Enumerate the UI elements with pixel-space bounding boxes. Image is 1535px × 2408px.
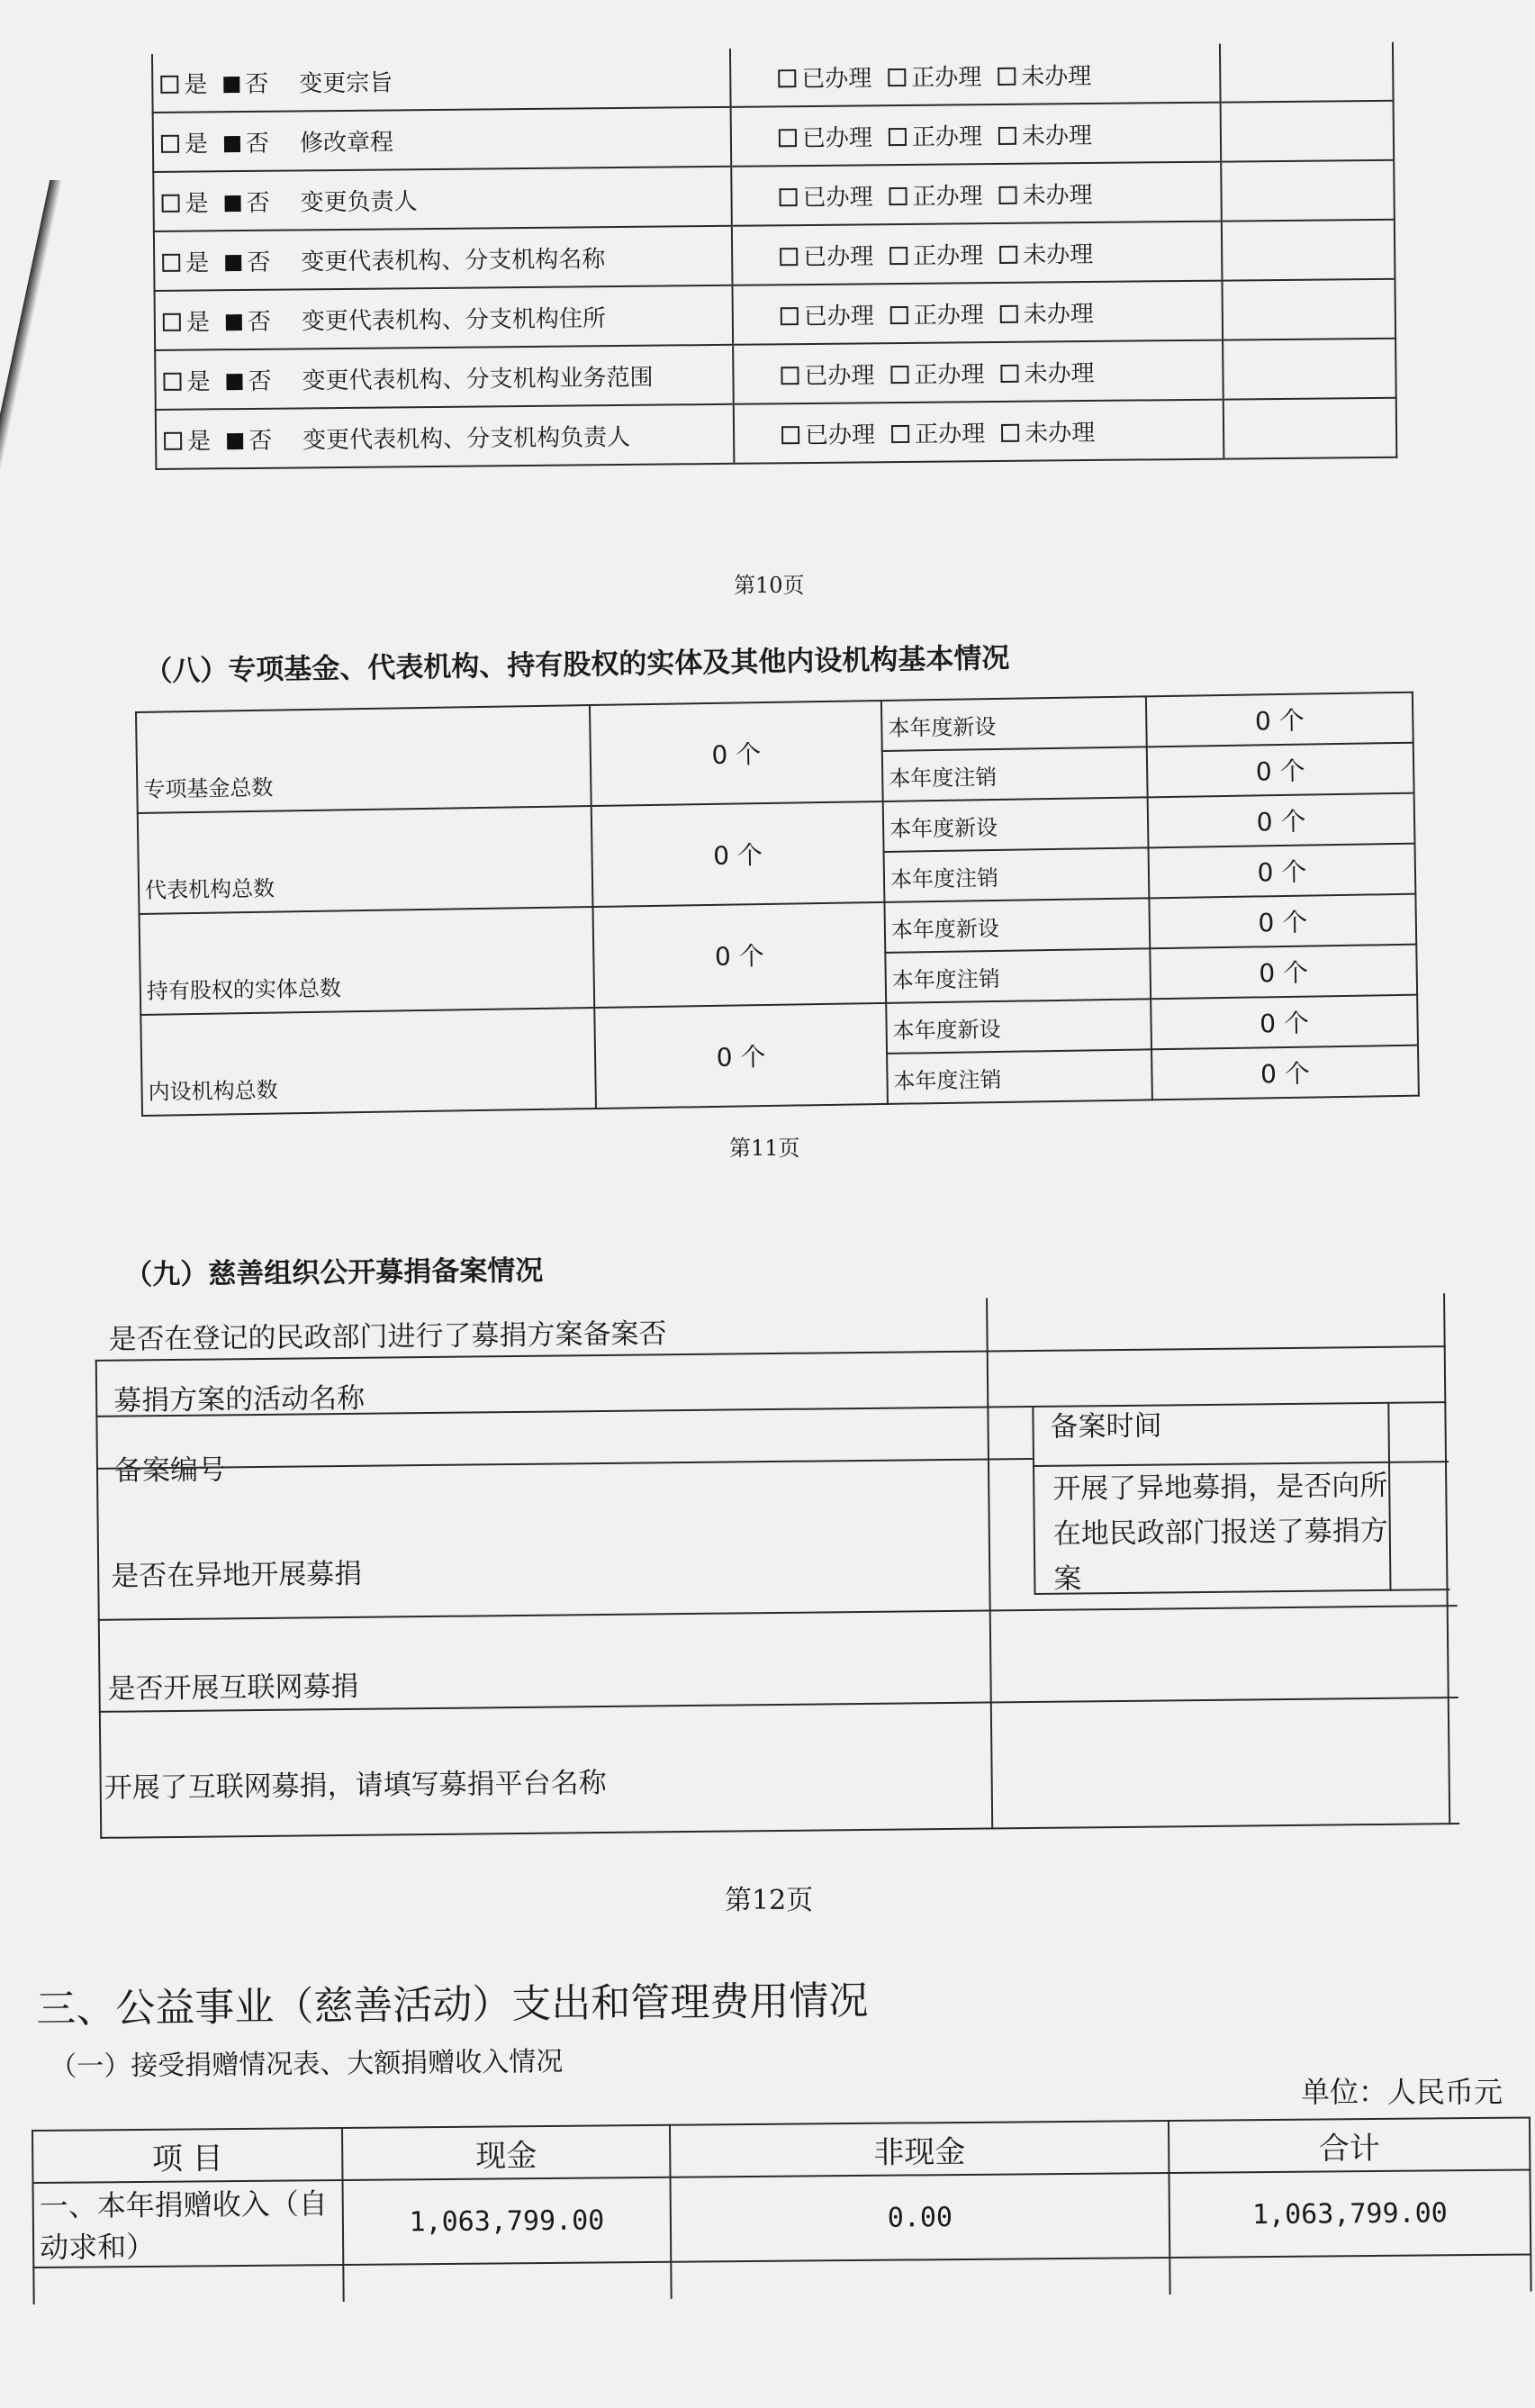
row-total: 1,063,799.00 bbox=[1169, 2169, 1530, 2257]
entity-name: 专项基金总数 bbox=[136, 705, 591, 813]
done-checkbox-icon[interactable] bbox=[781, 426, 799, 444]
rule-line bbox=[100, 1823, 1459, 1839]
yes-label: 是 bbox=[185, 249, 210, 277]
not-done-checkbox-icon[interactable] bbox=[1001, 423, 1019, 441]
notes-cell bbox=[1223, 398, 1397, 459]
entity-total: 0 个 bbox=[590, 701, 883, 806]
no-label: 否 bbox=[248, 367, 272, 395]
no-label: 否 bbox=[247, 308, 272, 336]
entity-total: 0 个 bbox=[592, 902, 886, 1008]
status-cell bbox=[732, 281, 1223, 345]
yes-no-cell bbox=[155, 345, 734, 410]
section9-title: （九）慈善组织公开募捐备案情况 bbox=[124, 1254, 544, 1291]
done-checkbox-icon[interactable] bbox=[778, 69, 796, 87]
new-label: 本年度新设 bbox=[884, 898, 1150, 953]
new-value: 0 个 bbox=[1148, 793, 1415, 848]
yes-checkbox-icon[interactable] bbox=[164, 431, 182, 449]
page-number-10: 第10页 bbox=[734, 573, 805, 598]
new-label: 本年度新设 bbox=[886, 999, 1151, 1054]
not-done-checkbox-icon[interactable] bbox=[998, 126, 1016, 144]
no-checkbox-checked-icon[interactable] bbox=[225, 195, 241, 212]
currency-unit: 单位：人民币元 bbox=[1301, 2075, 1503, 2109]
cancel-label: 本年度注销 bbox=[887, 1049, 1152, 1104]
rule-line bbox=[95, 1360, 103, 1839]
change-item-label: 修改章程 bbox=[299, 128, 394, 157]
in-progress-checkbox-icon[interactable] bbox=[890, 305, 908, 323]
entity-name: 代表机构总数 bbox=[138, 806, 593, 914]
yes-label: 是 bbox=[186, 427, 212, 456]
not-done-checkbox-icon[interactable] bbox=[1000, 304, 1018, 322]
notes-cell bbox=[1221, 101, 1395, 162]
status-cell bbox=[731, 162, 1222, 226]
yes-checkbox-icon[interactable] bbox=[162, 253, 180, 271]
yes-label: 是 bbox=[184, 130, 209, 158]
status-not-done-label: 未办理 bbox=[1021, 122, 1093, 150]
no-checkbox-checked-icon[interactable] bbox=[227, 433, 243, 449]
platform-q-label: 开展了互联网募捐，请填写募捐平台名称 bbox=[104, 1766, 607, 1805]
status-in-progress-label: 正办理 bbox=[914, 420, 986, 448]
status-not-done-label: 未办理 bbox=[1023, 300, 1095, 329]
done-checkbox-icon[interactable] bbox=[781, 367, 799, 385]
activity-name-label: 募捐方案的活动名称 bbox=[113, 1381, 366, 1417]
row-cash: 1,063,799.00 bbox=[343, 2177, 672, 2265]
done-checkbox-icon[interactable] bbox=[779, 129, 797, 147]
new-value: 0 个 bbox=[1151, 995, 1418, 1050]
cancel-label: 本年度注销 bbox=[882, 747, 1148, 801]
change-item-label: 变更代表机构、分支机构业务范围 bbox=[302, 364, 654, 394]
section3-title: 三、公益事业（慈善活动）支出和管理费用情况 bbox=[36, 1978, 869, 2032]
no-checkbox-checked-icon[interactable] bbox=[226, 314, 242, 330]
yes-label: 是 bbox=[185, 308, 211, 337]
notes-cell bbox=[1222, 279, 1395, 340]
status-in-progress-label: 正办理 bbox=[913, 301, 984, 330]
status-done-label: 已办理 bbox=[804, 361, 875, 390]
col-header-cash: 现金 bbox=[342, 2125, 670, 2180]
yes-checkbox-icon[interactable] bbox=[161, 134, 179, 152]
new-value: 0 个 bbox=[1146, 693, 1413, 747]
yes-no-cell bbox=[154, 226, 733, 291]
change-item-label: 变更代表机构、分支机构名称 bbox=[301, 245, 606, 276]
yes-no-cell bbox=[155, 285, 734, 350]
notes-cell bbox=[1220, 42, 1394, 103]
status-done-label: 已办理 bbox=[801, 123, 873, 152]
entity-total: 0 个 bbox=[594, 1003, 888, 1109]
cancel-value: 0 个 bbox=[1151, 1046, 1419, 1100]
in-progress-checkbox-icon[interactable] bbox=[889, 246, 907, 264]
yes-label: 是 bbox=[184, 70, 208, 99]
done-checkbox-icon[interactable] bbox=[781, 307, 799, 325]
status-in-progress-label: 正办理 bbox=[914, 360, 985, 389]
yes-no-cell bbox=[152, 49, 731, 113]
no-checkbox-checked-icon[interactable] bbox=[226, 374, 242, 390]
rule-line bbox=[96, 1458, 1033, 1470]
no-checkbox-checked-icon[interactable] bbox=[224, 136, 240, 152]
entity-total: 0 个 bbox=[591, 801, 885, 907]
in-progress-checkbox-icon[interactable] bbox=[888, 68, 906, 86]
row-noncash: 0.00 bbox=[670, 2173, 1169, 2262]
in-progress-checkbox-icon[interactable] bbox=[889, 186, 907, 204]
no-label: 否 bbox=[245, 130, 270, 158]
col-header-total: 合计 bbox=[1169, 2117, 1530, 2172]
not-done-checkbox-icon[interactable] bbox=[999, 245, 1017, 263]
section3-subtitle: （一）接受捐赠情况表、大额捐赠收入情况 bbox=[50, 2046, 564, 2083]
rule-line bbox=[1032, 1406, 1035, 1595]
empty-cell bbox=[671, 2258, 1169, 2299]
rule-line bbox=[98, 1605, 1458, 1621]
notes-cell bbox=[1222, 220, 1395, 281]
yes-no-cell bbox=[153, 167, 732, 231]
status-done-label: 已办理 bbox=[801, 64, 872, 93]
done-checkbox-icon[interactable] bbox=[779, 188, 797, 206]
no-label: 否 bbox=[246, 189, 270, 217]
yes-checkbox-icon[interactable] bbox=[163, 312, 181, 330]
no-label: 否 bbox=[247, 249, 271, 276]
remote-q-label: 是否在异地开展募捐 bbox=[111, 1557, 363, 1593]
status-in-progress-label: 正办理 bbox=[911, 122, 983, 151]
cancel-value: 0 个 bbox=[1150, 945, 1417, 1000]
filing-number-label: 备案编号 bbox=[113, 1453, 227, 1488]
status-cell bbox=[732, 222, 1223, 285]
col-header-item: 项 目 bbox=[32, 2128, 342, 2183]
status-done-label: 已办理 bbox=[804, 421, 876, 449]
status-cell bbox=[733, 340, 1223, 404]
status-not-done-label: 未办理 bbox=[1022, 181, 1093, 210]
notes-cell bbox=[1223, 339, 1396, 400]
empty-cell bbox=[33, 2265, 343, 2304]
cancel-label: 本年度注销 bbox=[885, 948, 1151, 1003]
status-done-label: 已办理 bbox=[803, 302, 874, 330]
page-number-11: 第11页 bbox=[729, 1136, 800, 1161]
new-value: 0 个 bbox=[1149, 894, 1416, 949]
rule-line bbox=[1443, 1293, 1450, 1824]
notes-cell bbox=[1221, 160, 1395, 222]
cancel-value: 0 个 bbox=[1149, 844, 1416, 899]
not-done-checkbox-icon[interactable] bbox=[998, 186, 1016, 204]
status-done-label: 已办理 bbox=[803, 242, 874, 271]
rule-line bbox=[986, 1299, 993, 1830]
change-item-label: 变更代表机构、分支机构负责人 bbox=[302, 423, 631, 454]
no-label: 否 bbox=[248, 427, 273, 455]
in-progress-checkbox-icon[interactable] bbox=[891, 424, 909, 442]
cancel-label: 本年度注销 bbox=[884, 847, 1150, 902]
status-in-progress-label: 正办理 bbox=[913, 241, 984, 270]
yes-checkbox-icon[interactable] bbox=[161, 194, 179, 212]
page-number-12: 第12页 bbox=[725, 1885, 814, 1916]
section8-title: （八）专项基金、代表机构、持有股权的实体及其他内设机构基本情况 bbox=[144, 641, 1010, 688]
change-items-table bbox=[151, 42, 1397, 470]
q-filed-label: 是否在登记的民政部门进行了募捐方案备案否 bbox=[108, 1317, 667, 1356]
empty-cell bbox=[343, 2262, 671, 2302]
status-done-label: 已办理 bbox=[802, 183, 873, 212]
new-label: 本年度新设 bbox=[881, 696, 1147, 751]
empty-cell bbox=[1169, 2254, 1530, 2294]
section9-table bbox=[86, 1282, 1459, 1855]
status-not-done-label: 未办理 bbox=[1021, 62, 1092, 91]
no-checkbox-checked-icon[interactable] bbox=[225, 255, 241, 271]
yes-no-cell bbox=[153, 107, 732, 172]
scan-edge-shadow bbox=[0, 180, 62, 648]
no-label: 否 bbox=[245, 70, 269, 98]
row-item: 一、本年捐赠收入（自动求和） bbox=[33, 2180, 344, 2268]
yes-no-cell bbox=[156, 404, 735, 469]
yes-checkbox-icon[interactable] bbox=[163, 372, 181, 390]
section8-table bbox=[135, 692, 1420, 1117]
internet-q-label: 是否开展互联网募捐 bbox=[107, 1670, 359, 1706]
yes-label: 是 bbox=[185, 189, 209, 218]
yes-checkbox-icon[interactable] bbox=[160, 75, 178, 93]
status-cell bbox=[734, 400, 1224, 464]
in-progress-checkbox-icon[interactable] bbox=[889, 127, 907, 145]
status-in-progress-label: 正办理 bbox=[911, 63, 982, 92]
cancel-value: 0 个 bbox=[1147, 743, 1414, 798]
change-item-label: 变更负责人 bbox=[300, 187, 418, 216]
yes-label: 是 bbox=[186, 367, 211, 396]
change-item-label: 变更代表机构、分支机构住所 bbox=[301, 304, 607, 335]
donations-table bbox=[32, 2116, 1532, 2304]
filing-time-label: 备案时间 bbox=[1050, 1409, 1162, 1444]
status-in-progress-label: 正办理 bbox=[912, 182, 983, 211]
in-progress-checkbox-icon[interactable] bbox=[890, 365, 908, 383]
no-checkbox-checked-icon[interactable] bbox=[223, 77, 239, 93]
remote-report-q-label: 开展了异地募捐，是否向所在地民政部门报送了募捐方案 bbox=[1052, 1469, 1388, 1596]
status-not-done-label: 未办理 bbox=[1024, 419, 1096, 448]
entity-name: 内设机构总数 bbox=[140, 1008, 596, 1116]
status-cell bbox=[730, 44, 1221, 107]
not-done-checkbox-icon[interactable] bbox=[1000, 364, 1018, 382]
done-checkbox-icon[interactable] bbox=[780, 248, 798, 266]
not-done-checkbox-icon[interactable] bbox=[998, 67, 1016, 85]
status-cell bbox=[731, 103, 1222, 167]
entity-name: 持有股权的实体总数 bbox=[140, 907, 595, 1015]
status-not-done-label: 未办理 bbox=[1024, 359, 1095, 388]
status-not-done-label: 未办理 bbox=[1023, 240, 1094, 269]
table-row bbox=[33, 2169, 1531, 2268]
col-header-noncash: 非现金 bbox=[670, 2121, 1169, 2177]
change-item-row bbox=[156, 398, 1397, 469]
change-item-label: 变更宗旨 bbox=[299, 68, 393, 97]
new-label: 本年度新设 bbox=[883, 797, 1149, 852]
